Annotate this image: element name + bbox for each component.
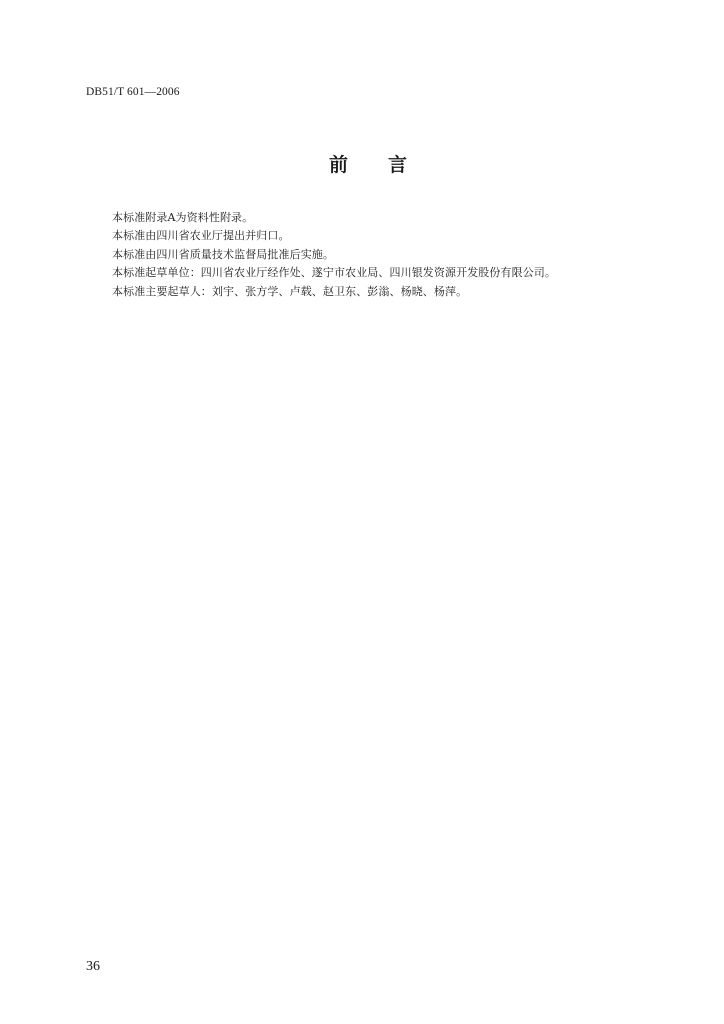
title-char-1: 前 bbox=[328, 154, 348, 176]
standard-code: DB51/T 601—2006 bbox=[86, 86, 180, 98]
page-number: 36 bbox=[86, 959, 100, 974]
foreword-body bbox=[112, 209, 672, 301]
paragraph-approver: 本标准由四川省质量技术监督局批准后实施。 bbox=[112, 247, 334, 261]
paragraph-appendix: 本标准附录A为资料性附录。 bbox=[112, 211, 254, 224]
paragraph-drafting-units: 本标准起草单位：四川省农业厅经作处、遂宁市农业局、四川银发资源开发股份有限公司。 bbox=[112, 266, 556, 280]
page-title bbox=[0, 150, 724, 177]
paragraph-drafters: 本标准主要起草人：刘宇、张方学、卢载、赵卫东、彭滃、杨晓、杨萍。 bbox=[112, 284, 468, 298]
paragraph-proposer: 本标准由四川省农业厅提出并归口。 bbox=[112, 229, 290, 243]
title-char-2: 言 bbox=[388, 154, 408, 176]
